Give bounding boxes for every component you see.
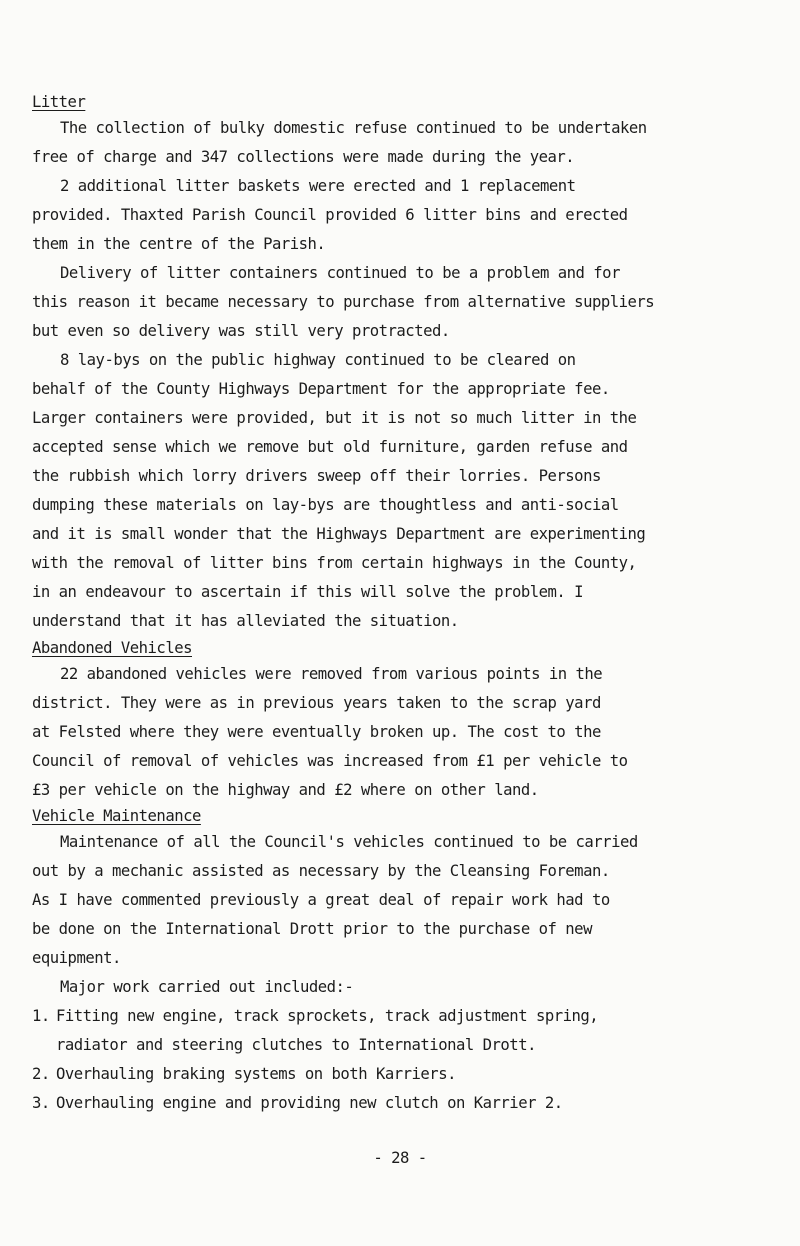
- paragraph-line: accepted sense which we remove but old furniture, garden refuse and: [32, 438, 628, 456]
- paragraph-line: and it is small wonder that the Highways Department are experimenting: [32, 525, 646, 543]
- list-item-line: radiator and steering clutches to International Drott.: [56, 1036, 536, 1054]
- paragraph-line: out by a mechanic assisted as necessary by the Cleansing Foreman.: [32, 862, 610, 880]
- paragraph-line: be done on the International Drott prior to the purchase of new: [32, 920, 592, 938]
- paragraph-line: the rubbish which lorry drivers sweep off their lorries. Persons: [32, 467, 601, 485]
- paragraph-line: Major work carried out included:-: [60, 978, 354, 996]
- paragraph-line: dumping these materials on lay-bys are thoughtless and anti-social: [32, 496, 619, 514]
- paragraph-line: behalf of the County Highways Department for the appropriate fee.: [32, 380, 610, 398]
- list-item-line: Fitting new engine, track sprockets, track adjustment spring,: [56, 1007, 599, 1025]
- paragraph-line: 8 lay-bys on the public highway continued to be cleared on: [60, 351, 576, 369]
- paragraph-line: provided. Thaxted Parish Council provided 6 litter bins and erected: [32, 206, 628, 224]
- paragraph-line: but even so delivery was still very protracted.: [32, 322, 450, 340]
- paragraph-line: with the removal of litter bins from certain highways in the County,: [32, 554, 637, 572]
- paragraph-line: this reason it became necessary to purchase from alternative suppliers: [32, 293, 655, 311]
- paragraph-line: free of charge and 347 collections were made during the year.: [32, 148, 575, 166]
- paragraph-line: £3 per vehicle on the highway and £2 where on other land.: [32, 781, 539, 799]
- paragraph-line: in an endeavour to ascertain if this will solve the problem. I: [32, 583, 584, 601]
- paragraph-line: them in the centre of the Parish.: [32, 235, 326, 253]
- paragraph-line: equipment.: [32, 949, 121, 967]
- heading-vehicle-maintenance: Vehicle Maintenance: [32, 807, 201, 825]
- paragraph-line: 22 abandoned vehicles were removed from various points in the: [60, 665, 603, 683]
- paragraph-line: at Felsted where they were eventually broken up. The cost to the: [32, 723, 601, 741]
- heading-litter: Litter: [32, 93, 86, 111]
- paragraph-line: 2 additional litter baskets were erected and 1 replacement: [60, 177, 576, 195]
- heading-abandoned-vehicles: Abandoned Vehicles: [32, 639, 192, 657]
- list-item-number: 2.: [32, 1065, 50, 1083]
- paragraph-line: understand that it has alleviated the situation.: [32, 612, 459, 630]
- paragraph-line: Council of removal of vehicles was increased from £1 per vehicle to: [32, 752, 628, 770]
- paragraph-line: Larger containers were provided, but it is not so much litter in the: [32, 409, 637, 427]
- list-item-line: Overhauling engine and providing new clutch on Karrier 2.: [56, 1094, 563, 1112]
- list-item-number: 1.: [32, 1007, 50, 1025]
- list-item-number: 3.: [32, 1094, 50, 1112]
- page-number: - 28 -: [373, 1149, 427, 1167]
- paragraph-line: Maintenance of all the Council's vehicles continued to be carried: [60, 833, 638, 851]
- paragraph-line: district. They were as in previous years taken to the scrap yard: [32, 694, 601, 712]
- paragraph-line: The collection of bulky domestic refuse continued to be undertaken: [60, 119, 647, 137]
- list-item-line: Overhauling braking systems on both Karriers.: [56, 1065, 456, 1083]
- paragraph-line: As I have commented previously a great deal of repair work had to: [32, 891, 610, 909]
- paragraph-line: Delivery of litter containers continued to be a problem and for: [60, 264, 620, 282]
